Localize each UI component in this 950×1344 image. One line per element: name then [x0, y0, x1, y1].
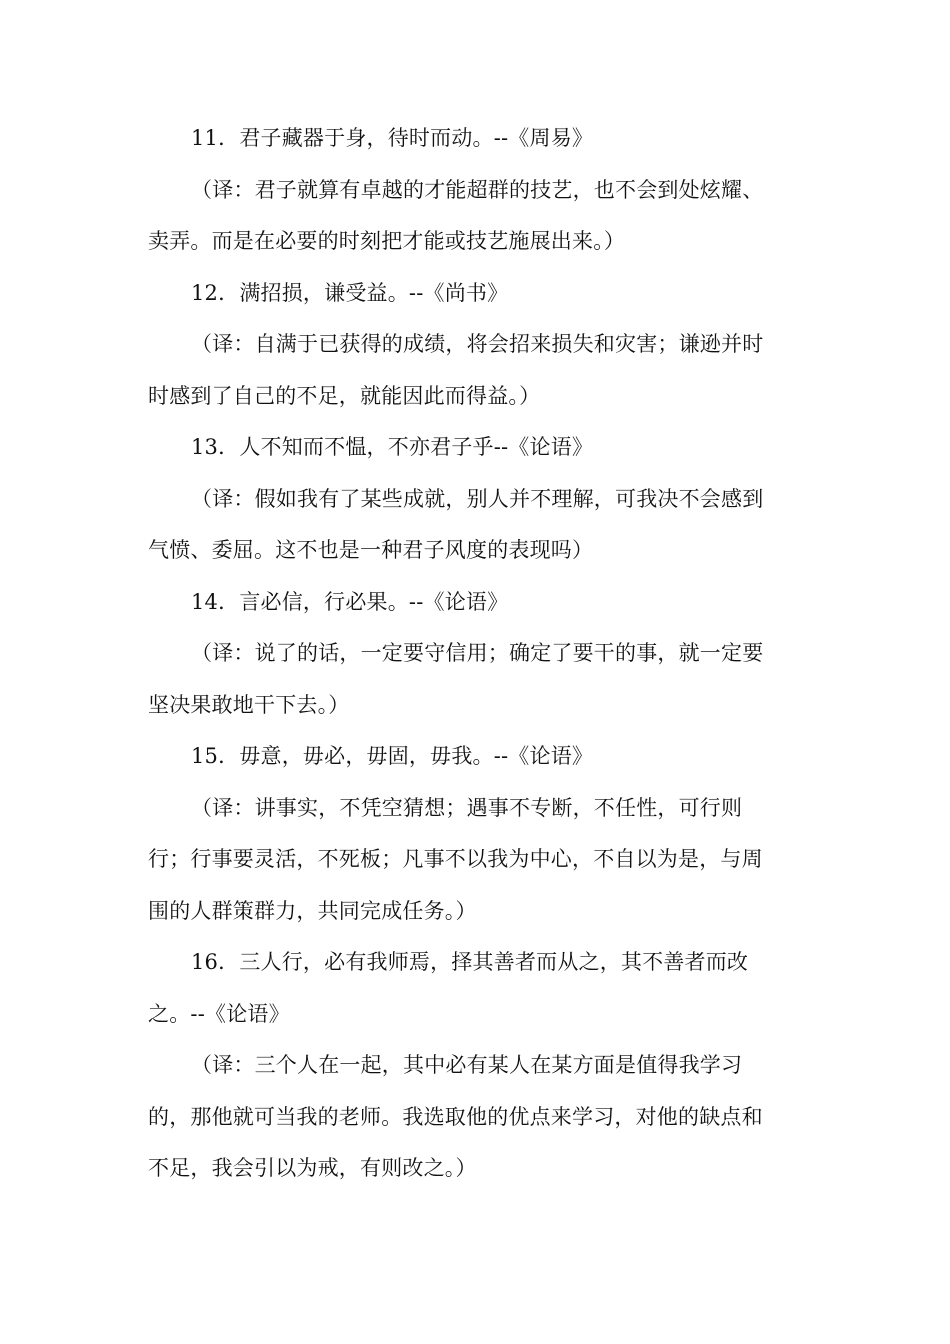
translation-15-line-1: （译：讲事实，不凭空猜想；遇事不专断，不任性，可行则: [191, 796, 743, 820]
quote-16-line-1: 16．三人行，必有我师焉，择其善者而从之，其不善者而改: [191, 950, 749, 974]
translation-15-line-2: 行；行事要灵活，不死板；凡事不以我为中心，不自以为是，与周: [148, 847, 763, 871]
quote-16-line-2: 之。--《论语》: [148, 1002, 290, 1026]
translation-16-line-1: （译：三个人在一起，其中必有某人在某方面是值得我学习: [191, 1053, 743, 1077]
translation-16-line-3: 不足，我会引以为戒，有则改之。）: [148, 1156, 477, 1180]
translation-15-line-3: 围的人群策群力，共同完成任务。）: [148, 899, 477, 923]
quote-12: 12．满招损，谦受益。--《尚书》: [191, 281, 509, 305]
translation-12-line-1: （译：自满于已获得的成绩，将会招来损失和灾害；谦逊并时: [191, 332, 764, 356]
translation-13-line-1: （译：假如我有了某些成就，别人并不理解，可我决不会感到: [191, 487, 764, 511]
translation-14-line-1: （译：说了的话，一定要守信用；确定了要干的事，就一定要: [191, 641, 764, 665]
quote-11: 11．君子藏器于身，待时而动。--《周易》: [191, 126, 594, 150]
translation-16-line-2: 的，那他就可当我的老师。我选取他的优点来学习，对他的缺点和: [148, 1105, 763, 1129]
translation-14-line-2: 坚决果敢地干下去。）: [148, 693, 350, 717]
translation-12-line-2: 时感到了自己的不足，就能因此而得益。）: [148, 384, 541, 408]
translation-13-line-2: 气愤、委屈。这不也是一种君子风度的表现吗）: [148, 538, 594, 562]
quote-15: 15．毋意，毋必，毋固，毋我。--《论语》: [191, 744, 594, 768]
quote-13: 13．人不知而不愠，不亦君子乎--《论语》: [191, 435, 594, 459]
translation-11-line-1: （译：君子就算有卓越的才能超群的技艺，也不会到处炫耀、: [191, 178, 764, 202]
quote-14: 14．言必信，行必果。--《论语》: [191, 590, 509, 614]
translation-11-line-2: 卖弄。而是在必要的时刻把才能或技艺施展出来。）: [148, 229, 626, 253]
